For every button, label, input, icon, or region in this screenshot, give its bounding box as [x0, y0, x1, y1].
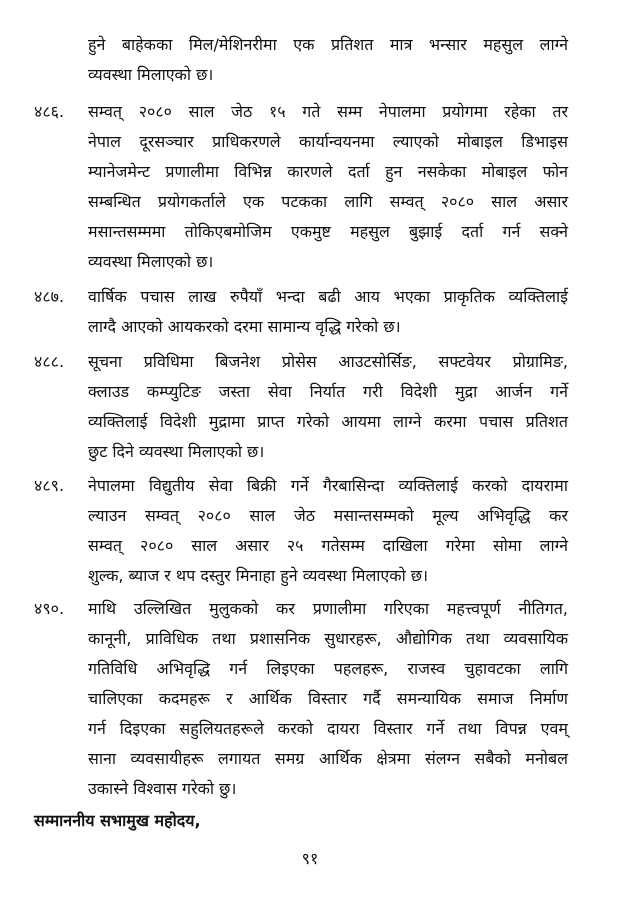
paragraph-line: क्लाउड कम्प्युटिङ जस्ता सेवा निर्यात गरी विदेशी मुद्रा आर्जन गर्ने [88, 382, 568, 401]
paragraph-line: नेपाल दूरसञ्चार प्राधिकरणले कार्यान्वयनमा ल्याएको मोबाइल डिभाइस [88, 132, 568, 151]
paragraph-line: गर्न दिइएका सहुलियतहरूले करको दायरा विस्तार गर्ने तथा विपन्न एवम् [88, 719, 568, 738]
paragraph-line: म्यानेजमेन्ट प्रणालीमा विभिन्न कारणले दर्ता हुन नसकेका मोबाइल फोन [88, 162, 568, 181]
paragraph-line: गतिविधि अभिवृद्धि गर्न लिइएका पहलहरू, राजस्व चुहावटका लागि [88, 659, 568, 678]
paragraph-line: ल्याउन सम्वत् २०८० साल जेठ मसान्तसम्मको मूल्य अभिवृद्धि कर [88, 506, 568, 525]
paragraph-line: छुट दिने व्यवस्था मिलाएको छ। [88, 442, 265, 461]
paragraph-line: कानूनी, प्राविधिक तथा प्रशासनिक सुधारहरू, औद्योगिक तथा व्यवसायिक [88, 629, 568, 648]
paragraph-line: नेपालमा विद्युतीय सेवा बिक्री गर्ने गैरबासिन्दा व्यक्तिलाई करको दायरामा [88, 476, 568, 495]
paragraph-line: व्यक्तिलाई विदेशी मुद्रामा प्राप्त गरेको आयमा लाग्ने करमा पचास प्रतिशत [88, 412, 568, 431]
paragraph-number: ४८९. [34, 476, 65, 495]
paragraph-number: ४८६. [34, 102, 65, 121]
paragraph-number: ४९०. [34, 599, 65, 618]
paragraph-line: चालिएका कदमहरू र आर्थिक विस्तार गर्दै समन्यायिक समाज निर्माण [88, 689, 568, 708]
paragraph-line: शुल्क, ब्याज र थप दस्तुर मिनाहा हुने व्यवस्था मिलाएको छ। [88, 566, 429, 585]
page-number: ९१ [301, 849, 319, 868]
closing-salutation: सम्माननीय सभामुख महोदय, [34, 811, 201, 830]
paragraph-line: सम्बन्धित प्रयोगकर्ताले एक पटकका लागि सम्वत् २०८० साल असार [88, 192, 568, 211]
paragraph-number: ४८७. [34, 287, 65, 306]
paragraph-line: लाग्दै आएको आयकरको दरमा सामान्य वृद्धि गरेको छ। [88, 317, 401, 336]
paragraph-line: सूचना प्रविधिमा बिजनेश प्रोसेस आउटसोर्सिङ, सफ्टवेयर प्रोग्रामिङ, [88, 352, 568, 371]
paragraph-line: व्यवस्था मिलाएको छ। [88, 252, 214, 271]
paragraph-line: सम्वत् २०८० साल जेठ १५ गते सम्म नेपालमा प्रयोगमा रहेका तर [88, 102, 568, 121]
paragraph-line: माथि उल्लिखित मुलुकको कर प्रणालीमा गरिएका महत्त्वपूर्ण नीतिगत, [88, 599, 568, 618]
paragraph-line: हुने बाहेकका मिल/मेशिनरीमा एक प्रतिशत मात्र भन्सार महसुल लाग्ने [88, 35, 568, 54]
paragraph-line: सम्वत् २०८० साल असार २५ गतेसम्म दाखिला गरेमा सोमा लाग्ने [88, 536, 568, 555]
paragraph-line: उकास्ने विश्वास गरेको छु। [88, 779, 237, 798]
paragraph-line: व्यवस्था मिलाएको छ। [88, 65, 214, 84]
paragraph-line: साना व्यवसायीहरू लगायत समग्र आर्थिक क्षेत्रमा संलग्न सबैको मनोबल [88, 749, 568, 768]
paragraph-number: ४८८. [34, 352, 65, 371]
paragraph-line: वार्षिक पचास लाख रुपैयाँ भन्दा बढी आय भएका प्राकृतिक व्यक्तिलाई [88, 287, 568, 306]
paragraph-line: मसान्तसम्ममा तोकिएबमोजिम एकमुष्ट महसुल बुझाई दर्ता गर्न सक्ने [88, 222, 568, 241]
